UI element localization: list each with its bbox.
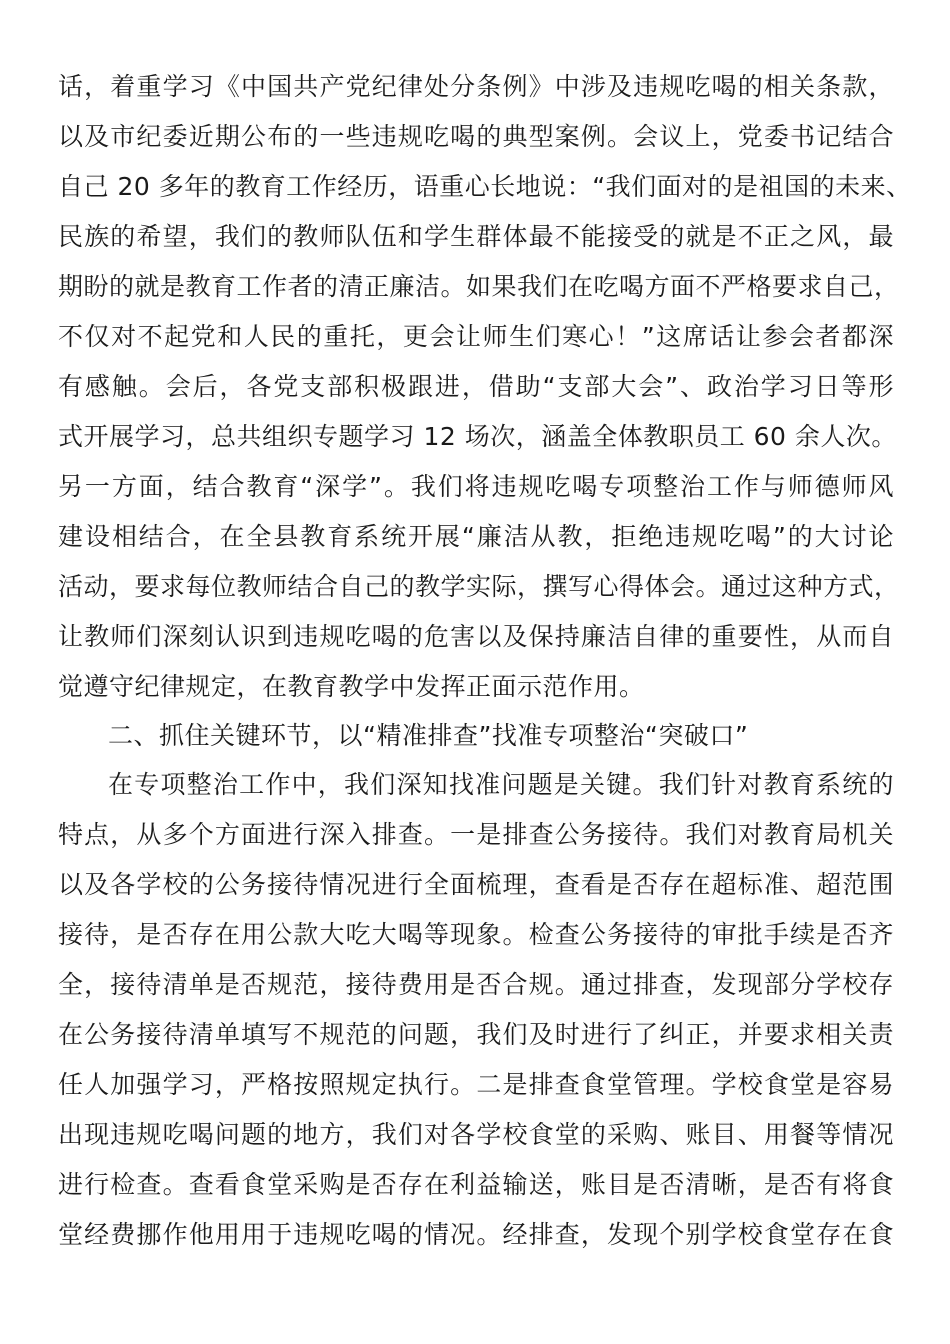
text-line: 建设相结合，在全县教育系统开展“廉洁从教，拒绝违规吃喝”的大讨论 xyxy=(58,522,894,551)
text-line: 觉遵守纪律规定，在教育教学中发挥正面示范作用。 xyxy=(58,672,645,701)
text-line: 接待，是否存在用公款大吃大喝等现象。检查公务接待的审批手续是否齐 xyxy=(58,920,894,949)
text-line: 期盼的就是教育工作者的清正廉洁。如果我们在吃喝方面不严格要求自己， xyxy=(58,272,900,301)
text-line: 式开展学习，总共组织专题学习 12 场次，涵盖全体教职员工 60 余人次。 xyxy=(58,422,897,451)
text-line: 在公务接待清单填写不规范的问题，我们及时进行了纠正，并要求相关责 xyxy=(58,1020,894,1049)
text-line: 让教师们深刻认识到违规吃喝的危害以及保持廉洁自律的重要性，从而自 xyxy=(58,622,894,651)
text-line: 任人加强学习，严格按照规定执行。二是排查食堂管理。学校食堂是容易 xyxy=(58,1070,894,1099)
text-line: 以及各学校的公务接待情况进行全面梳理，查看是否存在超标准、超范围 xyxy=(58,870,894,899)
text-line: 全，接待清单是否规范，接待费用是否合规。通过排查，发现部分学校存 xyxy=(58,970,894,999)
text-line: 堂经费挪作他用用于违规吃喝的情况。经排查，发现个别学校食堂存在食 xyxy=(58,1220,894,1249)
text-line: 出现违规吃喝问题的地方，我们对各学校食堂的采购、账目、用餐等情况 xyxy=(58,1120,894,1149)
section-heading: 二、抓住关键环节，以“精准排查”找准专项整治“突破口” xyxy=(108,721,749,750)
text-line: 活动，要求每位教师结合自己的教学实际，撰写心得体会。通过这种方式， xyxy=(58,572,900,601)
text-line: 另一方面，结合教育“深学”。我们将违规吃喝专项整治工作与师德师风 xyxy=(58,472,894,501)
text-line: 不仅对不起党和人民的重托，更会让师生们寒心！”这席话让参会者都深 xyxy=(58,322,894,351)
text-line: 民族的希望，我们的教师队伍和学生群体最不能接受的就是不正之风，最 xyxy=(58,222,894,251)
text-line: 特点，从多个方面进行深入排查。一是排查公务接待。我们对教育局机关 xyxy=(58,820,894,849)
text-line: 自己 20 多年的教育工作经历，语重心长地说：“我们面对的是祖国的未来、 xyxy=(58,172,912,201)
text-line: 有感触。会后，各党支部积极跟进，借助“支部大会”、政治学习日等形 xyxy=(58,372,894,401)
text-line: 进行检查。查看食堂采购是否存在利益输送，账目是否清晰，是否有将食 xyxy=(58,1170,894,1199)
text-line: 在专项整治工作中，我们深知找准问题是关键。我们针对教育系统的 xyxy=(108,770,894,799)
text-line: 以及市纪委近期公布的一些违规吃喝的典型案例。会议上，党委书记结合 xyxy=(58,122,894,151)
text-line: 话，着重学习《中国共产党纪律处分条例》中涉及违规吃喝的相关条款， xyxy=(58,72,894,101)
